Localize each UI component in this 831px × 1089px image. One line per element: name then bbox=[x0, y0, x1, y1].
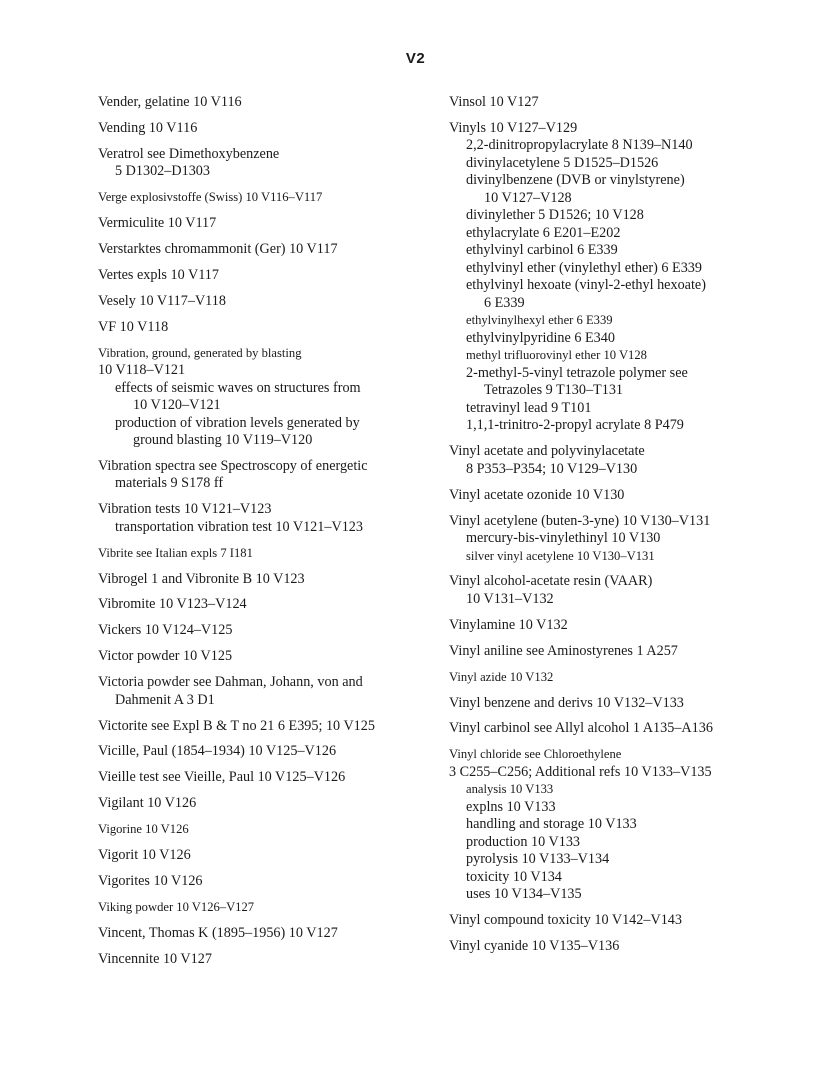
index-entry-line: Vinyl acetate and polyvinylacetate bbox=[449, 443, 645, 460]
index-entry bbox=[98, 215, 428, 233]
index-subentry-line: production of vibration levels generated by bbox=[115, 414, 360, 431]
index-entry bbox=[449, 617, 779, 635]
index-entry bbox=[98, 899, 428, 917]
index-entry bbox=[98, 795, 428, 813]
index-entry-line: Vending 10 V116 bbox=[98, 119, 198, 136]
index-entry-line: Vinyl alcohol-acetate resin (VAAR) bbox=[449, 573, 653, 590]
index-entry-line: Vigorites 10 V126 bbox=[98, 872, 203, 889]
index-subentry-line: Dahmenit A 3 D1 bbox=[115, 691, 215, 708]
index-entry-line: 3 C255–C256; Additional refs 10 V133–V135 bbox=[449, 763, 712, 780]
index-column-right bbox=[449, 94, 779, 964]
index-entry-line: Vinsol 10 V127 bbox=[449, 94, 539, 110]
index-entry bbox=[98, 501, 428, 536]
index-subentry-line: ethylacrylate 6 E201–E202 bbox=[466, 224, 621, 241]
index-entry-line: Vibration tests 10 V121–V123 bbox=[98, 501, 272, 518]
index-subentry-line: ethylvinylpyridine 6 E340 bbox=[466, 329, 615, 346]
index-subentry-line: ethylvinyl hexoate (vinyl-2-ethyl hexoate) bbox=[466, 277, 706, 294]
index-entry-line: Vinyl benzene and derivs 10 V132–V133 bbox=[449, 694, 684, 711]
index-entry-line: Verstarktes chromammonit (Ger) 10 V117 bbox=[98, 240, 338, 257]
index-entry-line: Victoria powder see Dahman, Johann, von and bbox=[98, 674, 363, 691]
index-entry bbox=[98, 769, 428, 787]
index-subentry-line: 2-methyl-5-vinyl tetrazole polymer see bbox=[466, 364, 688, 381]
index-subentry-line: materials 9 S178 ff bbox=[115, 475, 224, 492]
index-entry-line: Vinyl chloride see Chloroethylene bbox=[449, 747, 622, 762]
index-entry bbox=[98, 458, 428, 493]
index-entry-line: Vibrogel 1 and Vibronite B 10 V123 bbox=[98, 570, 305, 587]
index-entry bbox=[98, 545, 428, 563]
index-entry-line: Vinyl aniline see Aminostyrenes 1 A257 bbox=[449, 642, 678, 659]
index-entry-line: Vigorine 10 V126 bbox=[98, 822, 189, 837]
index-entry bbox=[98, 571, 428, 589]
index-subentry-line: 8 P353–P354; 10 V129–V130 bbox=[466, 460, 638, 477]
index-subentry-line: methyl trifluorovinyl ether 10 V128 bbox=[466, 348, 647, 363]
index-entry bbox=[449, 669, 779, 687]
index-subentry-line: 1,1,1-trinitro-2-propyl acrylate 8 P479 bbox=[466, 417, 684, 434]
index-entry bbox=[98, 146, 428, 181]
index-subentry-line: explns 10 V133 bbox=[466, 798, 556, 815]
index-entry bbox=[98, 293, 428, 311]
index-entry bbox=[449, 746, 779, 904]
index-subentry-line: tetravinyl lead 9 T101 bbox=[466, 399, 592, 416]
index-subentry-line: production 10 V133 bbox=[466, 833, 581, 850]
index-entry-line: Vinyl cyanide 10 V135–V136 bbox=[449, 938, 620, 955]
index-subentry-line: ethylvinyl carbinol 6 E339 bbox=[466, 242, 618, 259]
index-subentry-line: divinylacetylene 5 D1525–D1526 bbox=[466, 154, 659, 171]
index-subentry-line: divinylbenzene (DVB or vinylstyrene) bbox=[466, 172, 685, 189]
index-entry bbox=[449, 938, 779, 956]
index-entry bbox=[98, 319, 428, 337]
index-entry-line: Vinyl azide 10 V132 bbox=[449, 669, 554, 684]
index-entry bbox=[449, 443, 779, 478]
index-entry bbox=[98, 267, 428, 285]
index-entry-line: VF 10 V118 bbox=[98, 318, 169, 335]
index-subentry-line: ethylvinyl ether (vinylethyl ether) 6 E339 bbox=[466, 259, 702, 276]
index-entry bbox=[449, 487, 779, 505]
index-entry-line: Vicille, Paul (1854–1934) 10 V125–V126 bbox=[98, 743, 337, 760]
index-subentry-line: transportation vibration test 10 V121–V123 bbox=[115, 518, 363, 535]
index-entry-line: Vieille test see Vieille, Paul 10 V125–V126 bbox=[98, 769, 346, 786]
index-entry bbox=[98, 345, 428, 450]
index-entry-line: Vesely 10 V117–V118 bbox=[98, 292, 226, 309]
index-entry-line: Veratrol see Dimethoxybenzene bbox=[98, 145, 280, 162]
index-subentry-line: handling and storage 10 V133 bbox=[466, 816, 637, 833]
index-subentry-line: silver vinyl acetylene 10 V130–V131 bbox=[466, 548, 655, 563]
index-entry-line: Vinyl acetate ozonide 10 V130 bbox=[449, 486, 625, 503]
index-entry bbox=[449, 94, 779, 112]
index-subentry-line: toxicity 10 V134 bbox=[466, 868, 562, 885]
index-subentry-line: pyrolysis 10 V133–V134 bbox=[466, 851, 610, 868]
index-entry bbox=[449, 120, 779, 435]
index-entry-line: Vincent, Thomas K (1895–1956) 10 V127 bbox=[98, 924, 338, 941]
index-entry-line: Vermiculite 10 V117 bbox=[98, 215, 217, 232]
index-entry-line: Vinylamine 10 V132 bbox=[449, 616, 568, 633]
index-entry bbox=[98, 596, 428, 614]
index-entry bbox=[98, 241, 428, 259]
index-entry-line: Verge explosivstoffe (Swiss) 10 V116–V117 bbox=[98, 190, 323, 205]
index-entry-line: Vertes expls 10 V117 bbox=[98, 266, 219, 283]
page-title: V2 bbox=[405, 50, 426, 67]
index-subentry-line: Tetrazoles 9 T130–T131 bbox=[484, 382, 624, 399]
index-entry-line: Vibrite see Italian expls 7 I181 bbox=[98, 545, 253, 560]
index-entry bbox=[449, 720, 779, 738]
index-subentry-line: effects of seismic waves on structures from bbox=[115, 379, 361, 396]
index-subentry-line: 10 V131–V132 bbox=[466, 590, 554, 607]
index-entry bbox=[98, 951, 428, 969]
index-subentry-line: 6 E339 bbox=[484, 294, 525, 311]
index-entry bbox=[98, 718, 428, 736]
index-subentry-line: divinylether 5 D1526; 10 V128 bbox=[466, 207, 644, 224]
index-entry-line: Vinyl carbinol see Allyl alcohol 1 A135–A136 bbox=[449, 720, 713, 737]
index-entry-line: Vibration, ground, generated by blasting bbox=[98, 345, 302, 360]
index-entry bbox=[449, 573, 779, 608]
index-entry bbox=[98, 189, 428, 207]
index-entry bbox=[98, 94, 428, 112]
index-subentry-line: 2,2-dinitropropylacrylate 8 N139–N140 bbox=[466, 137, 693, 154]
index-subentry-line: 10 V127–V128 bbox=[484, 189, 572, 206]
index-entry-line: Victorite see Expl B & T no 21 6 E395; 10 V125 bbox=[98, 717, 375, 734]
index-entry bbox=[98, 120, 428, 138]
index-entry-line: Vigilant 10 V126 bbox=[98, 795, 197, 812]
index-entry-line: Viking powder 10 V126–V127 bbox=[98, 899, 255, 914]
index-entry-line: Vender, gelatine 10 V116 bbox=[98, 94, 242, 110]
index-entry-line: 10 V118–V121 bbox=[98, 362, 186, 379]
index-subentry-line: 5 D1302–D1303 bbox=[115, 163, 210, 180]
index-entry-line: Vinyls 10 V127–V129 bbox=[449, 119, 578, 136]
index-entry bbox=[98, 648, 428, 666]
index-entry-line: Vinyl acetylene (buten-3-yne) 10 V130–V131 bbox=[449, 512, 711, 529]
index-subentry-line: uses 10 V134–V135 bbox=[466, 886, 582, 903]
index-entry-line: Vibration spectra see Spectroscopy of energetic bbox=[98, 457, 368, 474]
index-entry bbox=[98, 847, 428, 865]
index-subentry-line: ground blasting 10 V119–V120 bbox=[133, 432, 313, 449]
index-entry-line: Vickers 10 V124–V125 bbox=[98, 622, 233, 639]
index-entry bbox=[449, 643, 779, 661]
index-entry-line: Vibromite 10 V123–V124 bbox=[98, 596, 247, 613]
index-subentry-line: analysis 10 V133 bbox=[466, 782, 554, 797]
index-entry-line: Victor powder 10 V125 bbox=[98, 648, 233, 665]
index-entry bbox=[98, 873, 428, 891]
index-subentry-line: ethylvinylhexyl ether 6 E339 bbox=[466, 313, 613, 328]
index-entry bbox=[449, 513, 779, 566]
index-entry bbox=[98, 743, 428, 761]
index-entry bbox=[98, 674, 428, 709]
index-entry bbox=[98, 622, 428, 640]
index-entry bbox=[98, 821, 428, 839]
index-subentry-line: 10 V120–V121 bbox=[133, 397, 221, 414]
index-entry bbox=[449, 912, 779, 930]
index-entry-line: Vigorit 10 V126 bbox=[98, 846, 191, 863]
index-entry bbox=[98, 925, 428, 943]
index-column-left bbox=[98, 94, 428, 976]
index-entry-line: Vinyl compound toxicity 10 V142–V143 bbox=[449, 912, 682, 929]
index-entry bbox=[449, 695, 779, 713]
index-entry-line: Vincennite 10 V127 bbox=[98, 950, 212, 967]
index-subentry-line: mercury-bis-vinylethinyl 10 V130 bbox=[466, 530, 661, 547]
